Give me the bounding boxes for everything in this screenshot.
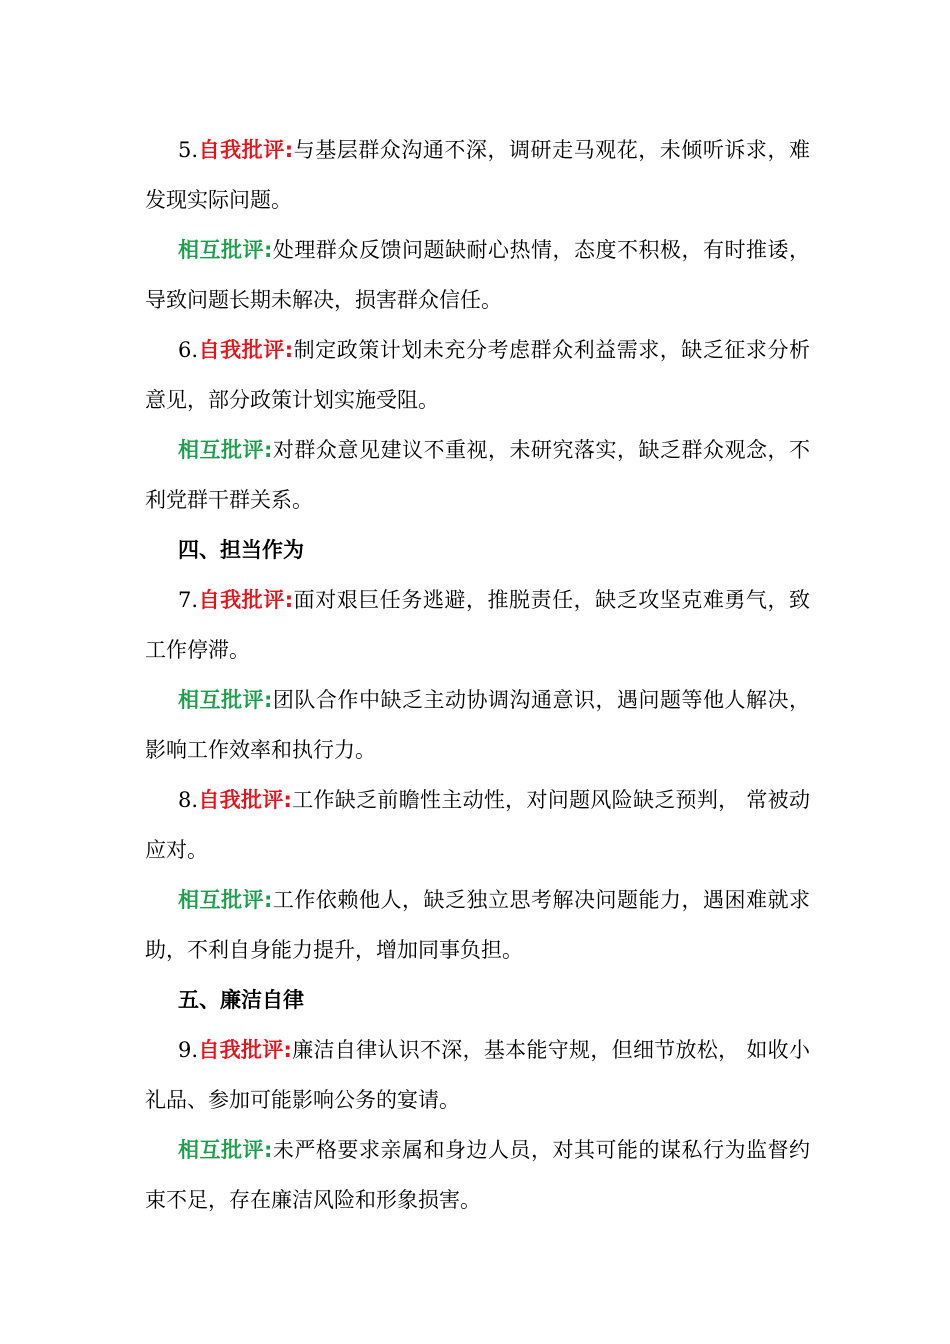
mutual-criticism-label: 相互批评:: [178, 688, 273, 712]
self-criticism-label: 自我批评:: [198, 338, 294, 362]
mutual-criticism-item-5: [145, 225, 810, 325]
item-text: 工作依赖他人，缺乏独立思考解决问题能力，遇困难就求助，不利自身能力提升，增加同事负担。: [145, 888, 811, 962]
section-heading-5: 五、廉洁自律: [178, 988, 304, 1012]
item-number: 7.: [178, 588, 199, 612]
document-body: [145, 125, 810, 1225]
self-criticism-label: 自我批评:: [198, 588, 294, 612]
item-text: 团队合作中缺乏主动协调沟通意识，遇问题等他人解决，影响工作效率和执行力。: [145, 688, 811, 762]
item-number: 6.: [178, 338, 199, 362]
item-text: 面对艰巨任务逃避，推脱责任，缺乏攻坚克难勇气，致工作停滞。: [145, 588, 810, 662]
item-text: 制定政策计划未充分考虑群众利益需求，缺乏征求分析意见，部分政策计划实施受阻。: [145, 338, 810, 412]
self-criticism-item-9: [145, 1025, 810, 1125]
item-number: 5.: [178, 138, 199, 162]
item-text: 与基层群众沟通不深，调研走马观花，未倾听诉求，难发现实际问题。: [145, 138, 810, 212]
self-criticism-label: 自我批评:: [198, 1038, 292, 1062]
self-criticism-item-8: [145, 775, 810, 875]
self-criticism-label: 自我批评:: [198, 788, 292, 812]
item-text: 工作缺乏前瞻性主动性，对问题风险缺乏预判， 常被动应对。: [145, 788, 810, 862]
item-text: 对群众意见建议不重视，未研究落实，缺乏群众观念，不利党群干群关系。: [145, 438, 811, 512]
mutual-criticism-label: 相互批评:: [178, 238, 273, 262]
item-text: 廉洁自律认识不深，基本能守规，但细节放松， 如收小礼品、参加可能影响公务的宴请。: [145, 1038, 810, 1112]
self-criticism-item-5: [145, 125, 810, 225]
section-heading-4: 四、担当作为: [178, 538, 304, 562]
item-number: 9.: [178, 1038, 199, 1062]
mutual-criticism-label: 相互批评:: [178, 1138, 273, 1162]
mutual-criticism-item-7: [145, 675, 810, 775]
mutual-criticism-item-9: [145, 1125, 810, 1225]
mutual-criticism-label: 相互批评:: [178, 438, 273, 462]
self-criticism-label: 自我批评:: [198, 138, 294, 162]
mutual-criticism-item-8: [145, 875, 810, 975]
self-criticism-item-6: [145, 325, 810, 425]
mutual-criticism-label: 相互批评:: [178, 888, 273, 912]
item-number: 8.: [178, 788, 199, 812]
item-text: 未严格要求亲属和身边人员，对其可能的谋私行为监督约束不足，存在廉洁风险和形象损害。: [145, 1138, 811, 1212]
item-text: 处理群众反馈问题缺耐心热情，态度不积极，有时推诿，导致问题长期未解决，损害群众信任。: [145, 238, 811, 312]
mutual-criticism-item-6: [145, 425, 810, 525]
self-criticism-item-7: [145, 575, 810, 675]
